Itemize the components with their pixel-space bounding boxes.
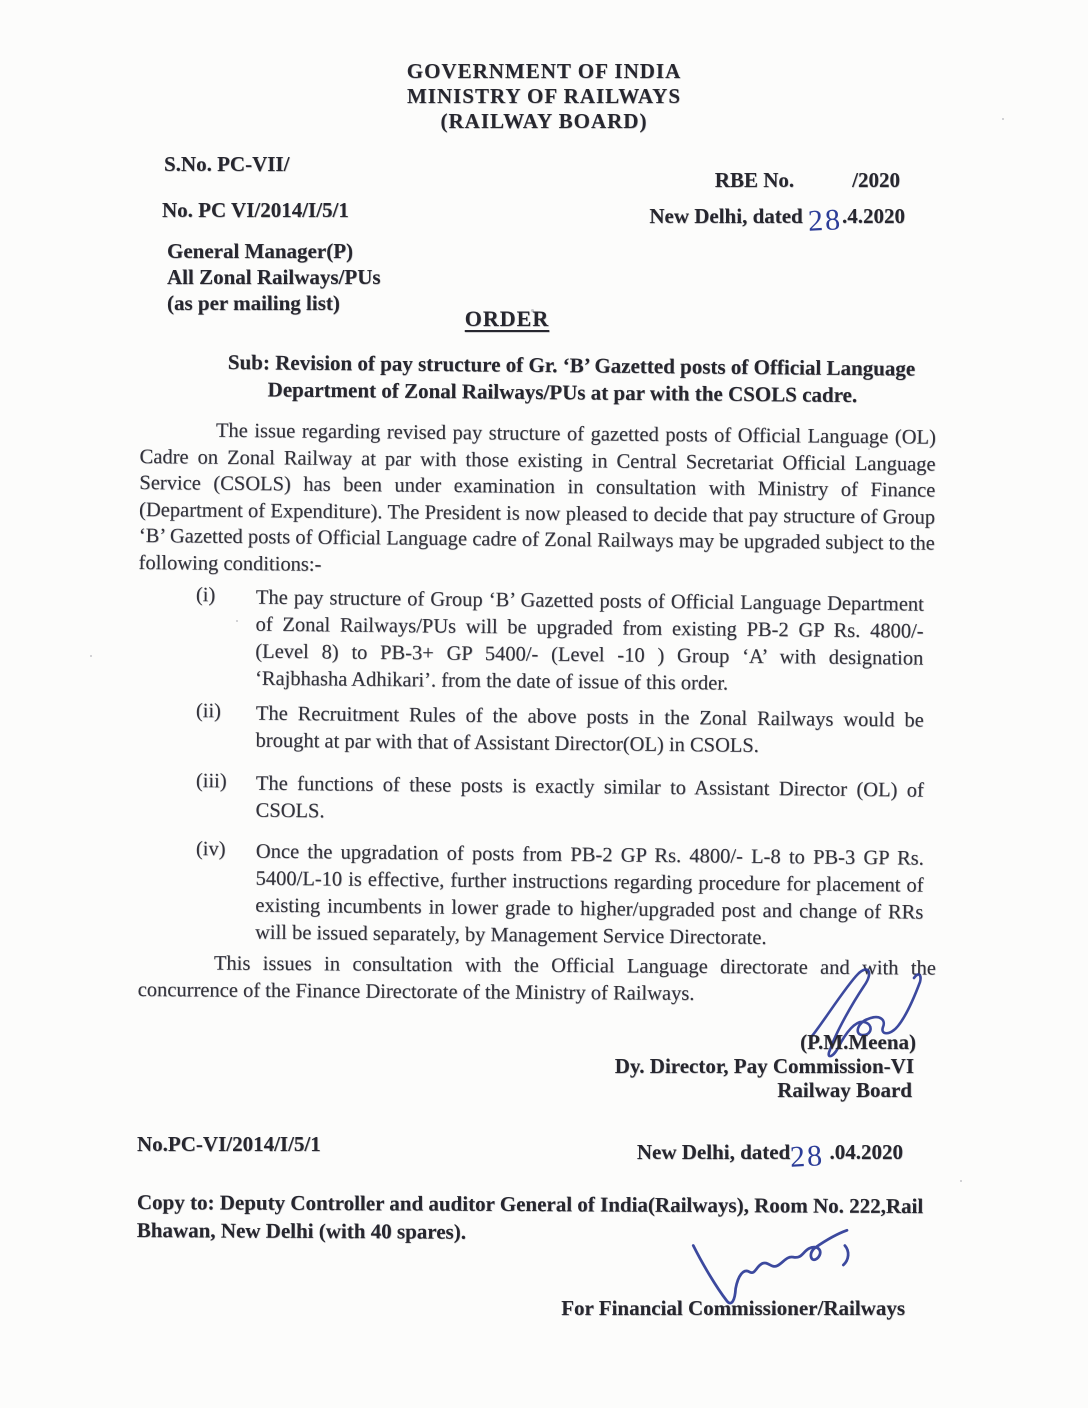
rbe-number-line [715,168,900,193]
footer-file-number: No.PC-VI/2014/I/5/1 [137,1132,321,1156]
scan-speck [1002,118,1004,120]
scan-speck [90,655,92,657]
subject-line-2: Department of Zonal Railways/PUs at par with the CSOLS cadre. [267,377,858,408]
handwritten-date-day: 28 [789,1139,826,1174]
date-suffix: .4.2020 [842,204,905,228]
letterhead [0,59,1088,134]
condition-text: The pay structure of Group ‘B’ Gazetted posts of Official Language Department of Zonal Railways/PUs will be upgraded from existing PB-2 GP Rs. 4800/- (Level 8) to PB-3+ GP 5400/- (Level -10 ) Group ‘A’ with designation ‘Rajbhasha Adhikari’. from the date of issue of this order. [254,586,924,695]
scan-speck [236,620,238,622]
condition-item-iv [195,838,926,954]
addressee-block [167,238,381,316]
copy-to-paragraph: Copy to: Deputy Controller and auditor General of India(Railways), Room No. 222,Rail Bhawan, New Delhi (with 40 spares). [136,1190,924,1244]
condition-text: The functions of these posts is exactly similar to Assistant Director (OL) of CSOLS. [255,772,924,823]
letterhead-line-2: MINISTRY OF RAILWAYS [406,84,682,108]
scan-speck [868,448,870,450]
signatory-designation: Dy. Director, Pay Commission-VI [614,1054,914,1078]
scan-speck [531,309,534,312]
date-prefix: New Delhi, dated [636,1140,791,1164]
condition-text: The Recruitment Rules of the above posts in the Zonal Railways would be brought at par with that of Assistant Director(OL) in CSOLS. [255,702,924,757]
intro-paragraph: The issue regarding revised pay structure of gazetted posts of Official Language (OL) Cadre on Zonal Railway at par with those existing in Central Secretariat Official Language Service (CSOLS) has been under examination in consultation with Ministry of Finance (Department of Expenditure). The President is now pleased to decide that pay structure of Group ‘B’ Gazetted posts of Official Language cadre of Zonal Railways may be upgraded subject to the following conditions:- [138,419,936,576]
handwritten-date-day: 28 [807,203,843,238]
condition-item-iii [195,770,926,832]
signatory-organisation: Railway Board [777,1078,912,1102]
addressee-line-3: (as per mailing list) [167,291,340,315]
condition-text: Once the upgradation of posts from PB-2 GP Rs. 4800/- L-8 to PB-3 GP Rs. 5400/L-10 is effective, further instructions regarding procedure for placement of existing incumbents in lower grade to higher/upgraded post and change of RRs will be issued separately, by Management Service Directorate. [254,840,924,949]
date-line-bottom [636,1139,903,1174]
condition-item-ii [195,700,926,762]
order-heading: ORDER [464,306,550,331]
condition-item-i [195,584,926,700]
file-number: No. PC VI/2014/I/5/1 [162,198,349,222]
subject-block [227,349,917,410]
date-suffix: .04.2020 [824,1140,903,1164]
addressee-line-1: General Manager(P) [167,239,354,263]
subject-line-1: Sub: Revision of pay structure of Gr. ‘B’ Gazetted posts of Official Language [227,349,916,381]
condition-number: (i) [195,584,216,607]
date-line-top [649,203,905,238]
letterhead-line-1: GOVERNMENT OF INDIA [406,59,682,83]
closing-paragraph: This issues in consultation with the Official Language directorate and with the concurrence of the Finance Directorate of the Ministry of Railways. [137,952,936,1005]
condition-number: (iv) [195,838,226,861]
order-heading-row [0,306,1088,332]
date-prefix: New Delhi, dated [649,204,808,228]
rbe-year: /2020 [852,168,900,192]
for-financial-commissioner-line: For Financial Commissioner/Railways [561,1296,905,1320]
condition-number: (iii) [195,770,227,793]
signatory-name: (P.M.Meena) [800,1030,916,1054]
condition-number: (ii) [195,700,222,723]
addressee-line-2: All Zonal Railways/PUs [167,265,381,289]
rbe-label: RBE No. [714,168,795,192]
serial-number: S.No. PC-VII/ [164,152,290,176]
scan-speck [960,1180,962,1182]
letterhead-line-3: (RAILWAY BOARD) [440,109,648,133]
